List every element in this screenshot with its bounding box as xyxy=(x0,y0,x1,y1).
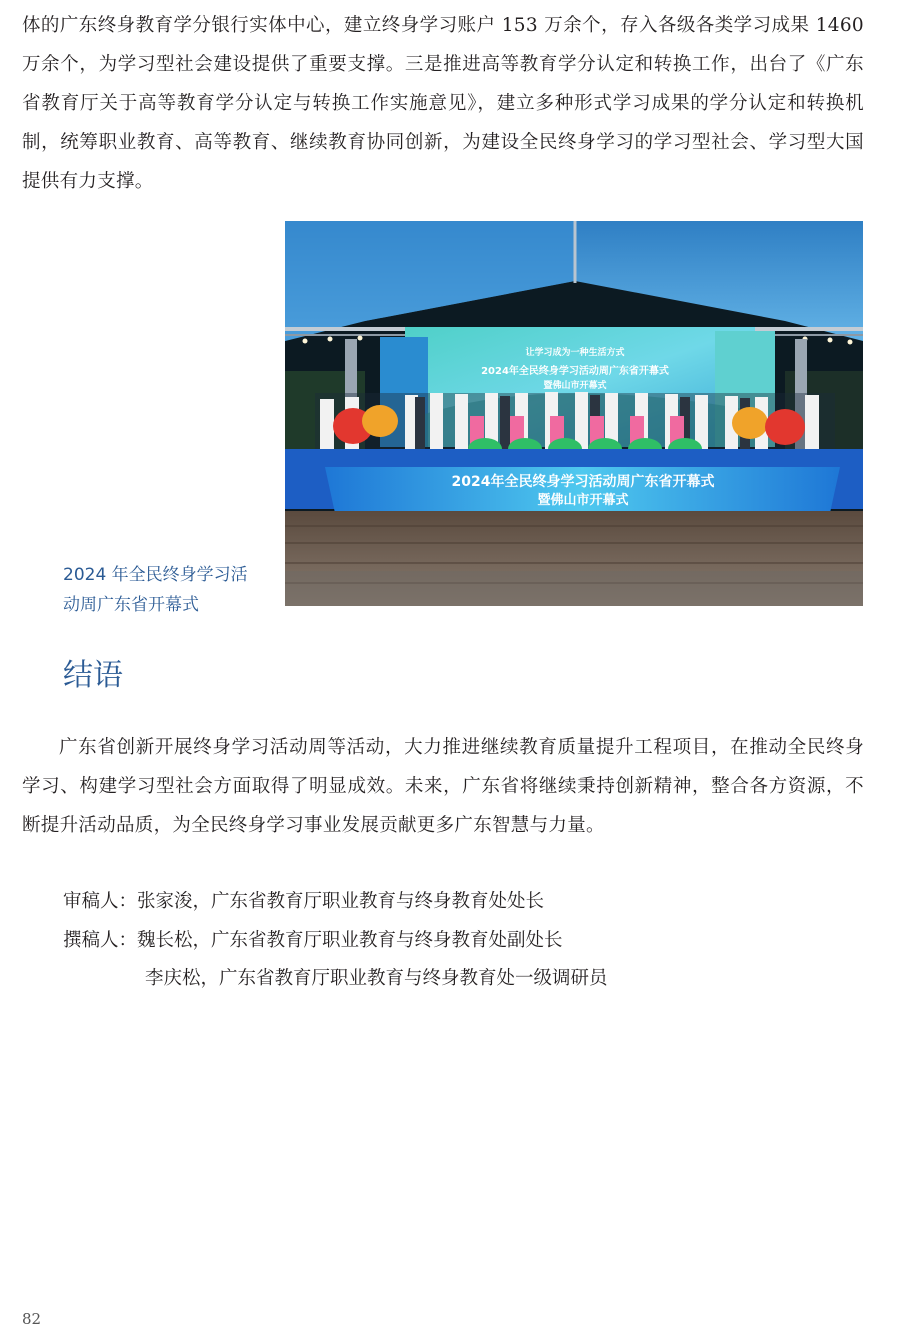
page-number: 82 xyxy=(22,1310,42,1328)
author-name-1: 魏长松，广东省教育厅职业教育与终身教育处副处长 xyxy=(137,929,563,951)
caption-line1: 2024 年全民终身学习活 xyxy=(63,565,248,585)
author-row-2 xyxy=(63,960,608,999)
author-row xyxy=(63,922,608,961)
backdrop-title-line2: 暨佛山市开幕式 xyxy=(543,381,607,391)
author-name-2: 李庆松，广东省教育厅职业教育与终身教育处一级调研员 xyxy=(145,968,608,989)
author-label: 撰稿人： xyxy=(63,929,138,951)
stage-title-line2: 暨佛山市开幕式 xyxy=(537,493,629,508)
backdrop-slogan: 让学习成为一种生活方式 xyxy=(525,348,625,358)
stage-title-line1: 2024年全民终身学习活动周广东省开幕式 xyxy=(451,474,715,490)
photo-caption xyxy=(63,560,273,620)
section-heading: 结语 xyxy=(63,658,123,693)
caption-line2: 动周广东省开幕式 xyxy=(63,595,199,615)
reviewer-label: 审稿人： xyxy=(63,891,138,912)
reviewer-row xyxy=(63,883,608,922)
conclusion-section xyxy=(22,728,864,845)
intro-paragraph: 体的广东终身教育学分银行实体中心，建立终身学习账户 153 万余个，存入各级各类学习成果 1460 万余个，为学习型社会建设提供了重要支撑。三是推进高等教育学分认定和转换工作，出台了《广东省教育厅关于高等教育学分认定与转换工作实施意见》，建立多种形式学习成果的学分认定和转换机制，统筹职业教育、高等教育、继续教育协同创新，为建设全民终身学习的学习型社会、学习型大国提供有力支撑。 xyxy=(22,15,864,192)
reviewer-name: 张家浚，广东省教育厅职业教育与终身教育处处长 xyxy=(137,891,545,912)
backdrop-title-line1: 2024年全民终身学习活动周广东省开幕式 xyxy=(481,366,669,377)
event-photo xyxy=(285,221,863,606)
credits xyxy=(63,883,608,999)
conclusion-paragraph: 广东省创新开展终身学习活动周等活动，大力推进继续教育质量提升工程项目，在推动全民终身学习、构建学习型社会方面取得了明显成效。未来，广东省将继续秉持创新精神，整合各方资源，不断提升活动品质，为全民终身学习事业发展贡献更多广东智慧与力量。 xyxy=(22,737,864,836)
